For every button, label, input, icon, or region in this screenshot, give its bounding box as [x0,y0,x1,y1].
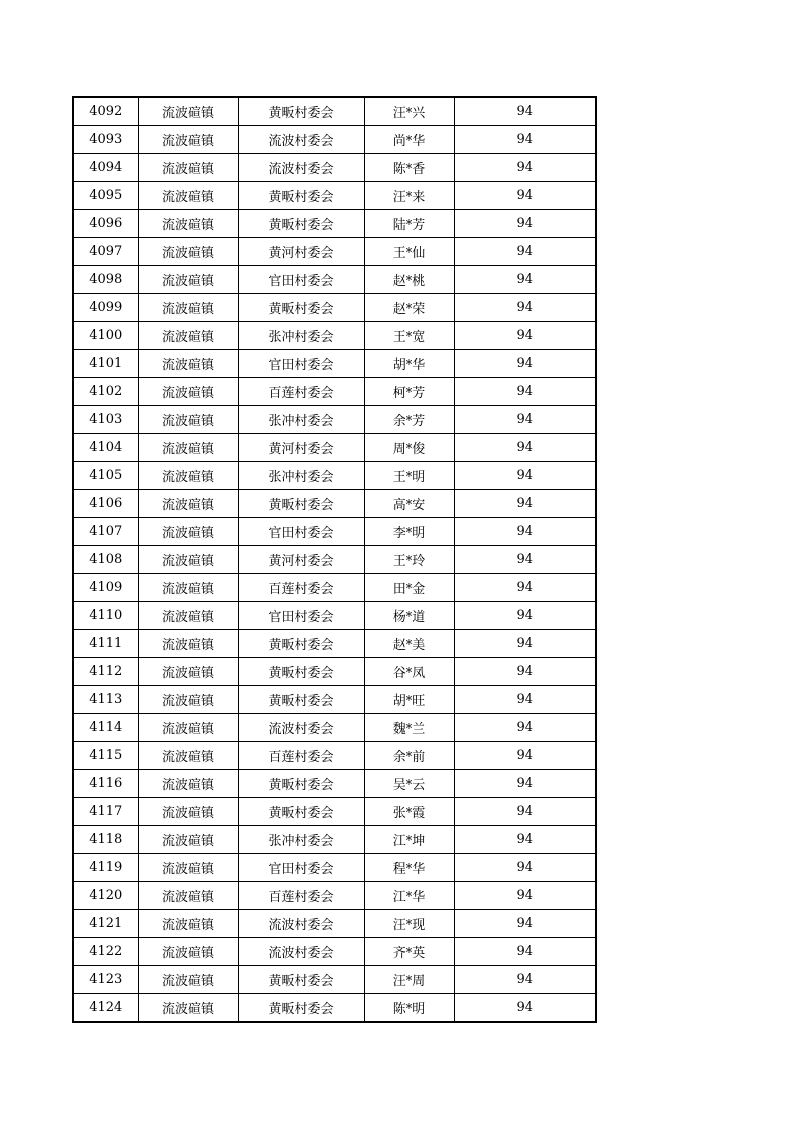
cell-village-committee: 黄畈村委会 [238,966,364,994]
cell-village-committee: 张冲村委会 [238,322,364,350]
table-row [73,294,596,322]
cell-village-committee: 黄河村委会 [238,238,364,266]
table-row [73,966,596,994]
table-row [73,826,596,854]
table-row [73,770,596,798]
cell-serial-number: 4094 [73,154,138,182]
table-row [73,490,596,518]
cell-serial-number: 4096 [73,210,138,238]
table-row [73,434,596,462]
cell-serial-number: 4097 [73,238,138,266]
cell-town: 流波碹镇 [138,686,238,714]
cell-village-committee: 流波村委会 [238,910,364,938]
cell-town: 流波碹镇 [138,154,238,182]
cell-person-name: 李*明 [364,518,454,546]
table-row [73,210,596,238]
cell-serial-number: 4106 [73,490,138,518]
cell-person-name: 赵*桃 [364,266,454,294]
table-row [73,378,596,406]
table-row [73,126,596,154]
table-row [73,658,596,686]
cell-village-committee: 张冲村委会 [238,406,364,434]
cell-score: 94 [454,714,596,742]
cell-village-committee: 流波村委会 [238,126,364,154]
cell-score: 94 [454,434,596,462]
cell-person-name: 王*玲 [364,546,454,574]
cell-town: 流波碹镇 [138,294,238,322]
cell-score: 94 [454,126,596,154]
cell-person-name: 赵*美 [364,630,454,658]
table-row [73,602,596,630]
cell-person-name: 胡*华 [364,350,454,378]
cell-serial-number: 4095 [73,182,138,210]
cell-person-name: 王*明 [364,462,454,490]
table-row [73,266,596,294]
cell-serial-number: 4115 [73,742,138,770]
cell-score: 94 [454,994,596,1023]
cell-serial-number: 4105 [73,462,138,490]
table-row [73,798,596,826]
cell-village-committee: 官田村委会 [238,266,364,294]
cell-score: 94 [454,826,596,854]
cell-score: 94 [454,490,596,518]
cell-person-name: 余*前 [364,742,454,770]
cell-village-committee: 百莲村委会 [238,742,364,770]
cell-town: 流波碹镇 [138,462,238,490]
cell-town: 流波碹镇 [138,798,238,826]
cell-serial-number: 4110 [73,602,138,630]
cell-serial-number: 4092 [73,97,138,126]
cell-village-committee: 黄畈村委会 [238,210,364,238]
cell-person-name: 田*金 [364,574,454,602]
cell-village-committee: 黄畈村委会 [238,798,364,826]
cell-score: 94 [454,602,596,630]
cell-person-name: 柯*芳 [364,378,454,406]
cell-serial-number: 4109 [73,574,138,602]
cell-score: 94 [454,97,596,126]
cell-serial-number: 4102 [73,378,138,406]
cell-village-committee: 流波村委会 [238,714,364,742]
cell-serial-number: 4099 [73,294,138,322]
cell-town: 流波碹镇 [138,350,238,378]
cell-town: 流波碹镇 [138,546,238,574]
cell-village-committee: 百莲村委会 [238,378,364,406]
cell-village-committee: 黄畈村委会 [238,770,364,798]
cell-score: 94 [454,378,596,406]
cell-serial-number: 4093 [73,126,138,154]
cell-serial-number: 4122 [73,938,138,966]
cell-score: 94 [454,238,596,266]
cell-serial-number: 4121 [73,910,138,938]
cell-person-name: 吴*云 [364,770,454,798]
cell-serial-number: 4101 [73,350,138,378]
cell-person-name: 王*仙 [364,238,454,266]
cell-town: 流波碹镇 [138,406,238,434]
cell-serial-number: 4114 [73,714,138,742]
cell-score: 94 [454,910,596,938]
cell-serial-number: 4098 [73,266,138,294]
cell-town: 流波碹镇 [138,826,238,854]
cell-person-name: 程*华 [364,854,454,882]
cell-person-name: 齐*英 [364,938,454,966]
table-row [73,910,596,938]
cell-person-name: 汪*来 [364,182,454,210]
cell-score: 94 [454,518,596,546]
cell-score: 94 [454,742,596,770]
table-row [73,686,596,714]
cell-village-committee: 流波村委会 [238,154,364,182]
cell-serial-number: 4113 [73,686,138,714]
table-row [73,714,596,742]
table-row [73,546,596,574]
cell-score: 94 [454,770,596,798]
table-row [73,154,596,182]
cell-person-name: 魏*兰 [364,714,454,742]
cell-score: 94 [454,882,596,910]
cell-serial-number: 4118 [73,826,138,854]
cell-score: 94 [454,546,596,574]
cell-town: 流波碹镇 [138,238,238,266]
cell-serial-number: 4123 [73,966,138,994]
cell-person-name: 尚*华 [364,126,454,154]
cell-serial-number: 4112 [73,658,138,686]
table-row [73,854,596,882]
cell-score: 94 [454,322,596,350]
document-page [72,96,597,1023]
cell-town: 流波碹镇 [138,266,238,294]
cell-serial-number: 4103 [73,406,138,434]
table-row [73,238,596,266]
data-table [72,96,597,1023]
cell-person-name: 江*华 [364,882,454,910]
cell-serial-number: 4111 [73,630,138,658]
cell-village-committee: 张冲村委会 [238,462,364,490]
cell-village-committee: 百莲村委会 [238,882,364,910]
table-body [73,97,596,1022]
cell-village-committee: 官田村委会 [238,518,364,546]
cell-town: 流波碹镇 [138,490,238,518]
cell-town: 流波碹镇 [138,434,238,462]
cell-town: 流波碹镇 [138,770,238,798]
cell-village-committee: 黄河村委会 [238,546,364,574]
cell-village-committee: 黄畈村委会 [238,182,364,210]
cell-village-committee: 流波村委会 [238,938,364,966]
cell-village-committee: 黄畈村委会 [238,994,364,1023]
cell-town: 流波碹镇 [138,658,238,686]
table-row [73,994,596,1023]
cell-score: 94 [454,294,596,322]
cell-town: 流波碹镇 [138,210,238,238]
cell-score: 94 [454,938,596,966]
cell-person-name: 张*霞 [364,798,454,826]
table-row [73,322,596,350]
cell-village-committee: 官田村委会 [238,854,364,882]
cell-serial-number: 4107 [73,518,138,546]
cell-village-committee: 黄畈村委会 [238,658,364,686]
cell-score: 94 [454,350,596,378]
cell-person-name: 赵*荣 [364,294,454,322]
table-row [73,182,596,210]
table-row [73,574,596,602]
cell-village-committee: 百莲村委会 [238,574,364,602]
cell-town: 流波碹镇 [138,714,238,742]
cell-person-name: 杨*道 [364,602,454,630]
cell-village-committee: 黄畈村委会 [238,490,364,518]
cell-score: 94 [454,462,596,490]
table-row [73,97,596,126]
cell-score: 94 [454,854,596,882]
cell-town: 流波碹镇 [138,126,238,154]
cell-score: 94 [454,266,596,294]
cell-person-name: 陈*明 [364,994,454,1023]
cell-town: 流波碹镇 [138,966,238,994]
cell-score: 94 [454,154,596,182]
cell-person-name: 余*芳 [364,406,454,434]
table-row [73,742,596,770]
cell-town: 流波碹镇 [138,742,238,770]
cell-serial-number: 4116 [73,770,138,798]
cell-serial-number: 4119 [73,854,138,882]
cell-town: 流波碹镇 [138,378,238,406]
cell-village-committee: 张冲村委会 [238,826,364,854]
cell-village-committee: 官田村委会 [238,602,364,630]
cell-person-name: 周*俊 [364,434,454,462]
cell-village-committee: 黄畈村委会 [238,630,364,658]
cell-person-name: 陆*芳 [364,210,454,238]
table-row [73,938,596,966]
cell-score: 94 [454,210,596,238]
cell-village-committee: 黄畈村委会 [238,686,364,714]
cell-score: 94 [454,574,596,602]
cell-person-name: 陈*香 [364,154,454,182]
cell-town: 流波碹镇 [138,882,238,910]
cell-town: 流波碹镇 [138,602,238,630]
cell-village-committee: 黄畈村委会 [238,97,364,126]
cell-person-name: 汪*现 [364,910,454,938]
cell-town: 流波碹镇 [138,854,238,882]
cell-town: 流波碹镇 [138,938,238,966]
cell-person-name: 汪*周 [364,966,454,994]
cell-score: 94 [454,182,596,210]
cell-town: 流波碹镇 [138,182,238,210]
cell-serial-number: 4124 [73,994,138,1023]
cell-person-name: 谷*凤 [364,658,454,686]
cell-town: 流波碹镇 [138,97,238,126]
cell-score: 94 [454,406,596,434]
cell-serial-number: 4104 [73,434,138,462]
cell-town: 流波碹镇 [138,630,238,658]
cell-town: 流波碹镇 [138,574,238,602]
cell-town: 流波碹镇 [138,994,238,1023]
cell-serial-number: 4108 [73,546,138,574]
cell-village-committee: 黄畈村委会 [238,294,364,322]
cell-score: 94 [454,966,596,994]
cell-person-name: 胡*旺 [364,686,454,714]
cell-serial-number: 4117 [73,798,138,826]
cell-person-name: 汪*兴 [364,97,454,126]
cell-serial-number: 4100 [73,322,138,350]
table-row [73,630,596,658]
cell-score: 94 [454,686,596,714]
cell-score: 94 [454,658,596,686]
cell-serial-number: 4120 [73,882,138,910]
table-row [73,350,596,378]
cell-person-name: 江*坤 [364,826,454,854]
cell-village-committee: 黄河村委会 [238,434,364,462]
cell-score: 94 [454,798,596,826]
cell-score: 94 [454,630,596,658]
table-row [73,406,596,434]
table-row [73,882,596,910]
table-row [73,518,596,546]
cell-person-name: 高*安 [364,490,454,518]
cell-person-name: 王*宽 [364,322,454,350]
cell-village-committee: 官田村委会 [238,350,364,378]
table-row [73,462,596,490]
cell-town: 流波碹镇 [138,910,238,938]
cell-town: 流波碹镇 [138,322,238,350]
cell-town: 流波碹镇 [138,518,238,546]
